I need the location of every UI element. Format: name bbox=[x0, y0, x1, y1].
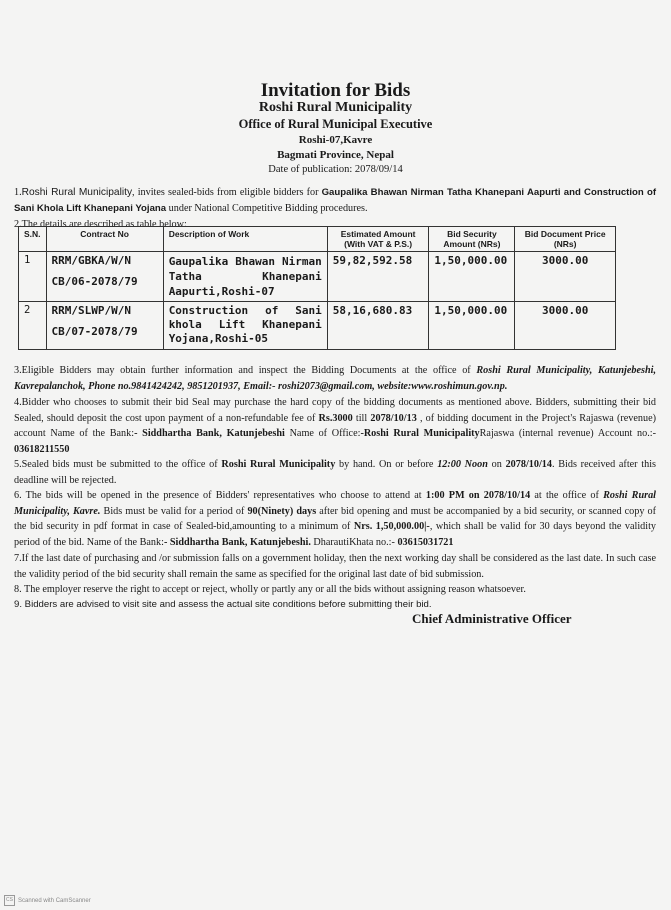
paragraph-9: 9. Bidders are advised to visit site and assess the actual site conditions before submitting their bid. bbox=[14, 599, 432, 610]
watermark-text: Scanned with CamScanner bbox=[18, 897, 91, 904]
header-description: Description of Work bbox=[163, 227, 327, 252]
header-sn: S.N. bbox=[19, 227, 47, 252]
organization-name: Roshi Rural Municipality bbox=[258, 100, 413, 115]
table-row bbox=[19, 252, 616, 302]
province: Bagmati Province, Nepal bbox=[277, 149, 394, 161]
cell-document-price: 3000.00 bbox=[515, 302, 616, 350]
paragraph-1: 1.Roshi Rural Municipality, invites sealed-bids from eligible bidders for Gaupalika Bhawan Nirman Tatha Khanepani Aapurti and Construction of Sani Khola Lift Khanepani Yojana under National Competitive Bidding procedures. bbox=[14, 187, 657, 214]
table-row bbox=[19, 302, 616, 350]
cell-bid-security: 1,50,000.00 bbox=[429, 252, 515, 302]
address: Roshi-07,Kavre bbox=[298, 134, 373, 146]
signature-title: Chief Administrative Officer bbox=[412, 611, 572, 626]
cell-description: Construction of Sani khola Lift Khanepani Yojana,Roshi-05 bbox=[163, 302, 327, 350]
office-name: Office of Rural Municipal Executive bbox=[238, 117, 433, 131]
page-title: Invitation for Bids bbox=[260, 80, 411, 101]
paragraph-7: 7.If the last date of purchasing and /or submission falls on a government holiday, then the next working day shall be considered as the last date. In such case the validity period of the bid security shall remain the same as specified for the original last date of bid submission. bbox=[14, 553, 656, 580]
paragraph-5: 5.Sealed bids must be submitted to the office of Roshi Rural Municipality by hand. On or before 12:00 Noon on 2078/10/14. Bids received after this deadline will be rejected. bbox=[14, 459, 657, 486]
cell-estimated-amount: 58,16,680.83 bbox=[327, 302, 429, 350]
header-document-price: Bid Document Price (NRs) bbox=[515, 227, 616, 252]
publication-date: Date of publication: 2078/09/14 bbox=[268, 164, 403, 175]
paragraph-6: 6. The bids will be opened in the presence of Bidders' representatives who choose to attend at 1:00 PM on 2078/10/14 at the office of Roshi Rural Municipality, Kavre. Bids must be valid for a period of 90(Ninety) days after bid opening and must be accompanied by a bid security, or scanned copy of the bid security in pdf format in case of Sealed-bid,amounting to a minimum of Nrs. 1,50,000.00|-, which shall be valid for 30 days beyond the validity period of the bid. Name of the Bank:- Siddhartha Bank, Katunjebeshi. DharautiKhata no.:- 03615031721 bbox=[14, 490, 657, 548]
paragraph-2: 2.The details are described as table below: bbox=[14, 219, 187, 230]
paragraph-3: 3.Eligible Bidders may obtain further information and inspect the Bidding Documents at the office of Roshi Rural Municipality, Katunjebeshi, Kavrepalanchok, Phone no.9841424242, 9851201937, Email:- roshi2073@gmail.com, website:www.roshimun.gov.np. bbox=[14, 365, 656, 392]
table-header-row bbox=[19, 227, 616, 252]
cell-sn: 1 bbox=[19, 252, 47, 302]
cell-contract-no: RRM/GBKA/W/N CB/06-2078/79 bbox=[46, 252, 163, 302]
bids-table bbox=[18, 226, 616, 350]
cell-contract-no: RRM/SLWP/W/N CB/07-2078/79 bbox=[46, 302, 163, 350]
header-estimated-amount: Estimated Amount (With VAT & P.S.) bbox=[327, 227, 429, 252]
cell-bid-security: 1,50,000.00 bbox=[429, 302, 515, 350]
cell-description: Gaupalika Bhawan Nirman Tatha Khanepani Aapurti,Roshi-07 bbox=[163, 252, 327, 302]
paragraph-8: 8. The employer reserve the right to accept or reject, wholly or partly any or all the bids without assigning reason whatsoever. bbox=[14, 584, 526, 595]
paragraph-4: 4.Bidder who chooses to submit their bid Seal may purchase the hard copy of the bidding documents as mentioned above. Bidders, submitting their bid Sealed, should deposit the cost upon payment of a non-refundable fee of Rs.3000 till 2078/10/13 , of bidding document in the Project's Rajaswa (revenue) account Name of the Bank:- Siddhartha Bank, Katunjebeshi Name of Office:-Roshi Rural MunicipalityRajaswa (internal revenue) Account no.:- 03618211550 bbox=[14, 397, 656, 455]
cell-document-price: 3000.00 bbox=[515, 252, 616, 302]
header-bid-security: Bid Security Amount (NRs) bbox=[429, 227, 515, 252]
cell-estimated-amount: 59,82,592.58 bbox=[327, 252, 429, 302]
cell-sn: 2 bbox=[19, 302, 47, 350]
header-contract-no: Contract No bbox=[46, 227, 163, 252]
scanner-watermark bbox=[4, 895, 91, 906]
camscanner-icon: CS bbox=[4, 895, 15, 906]
